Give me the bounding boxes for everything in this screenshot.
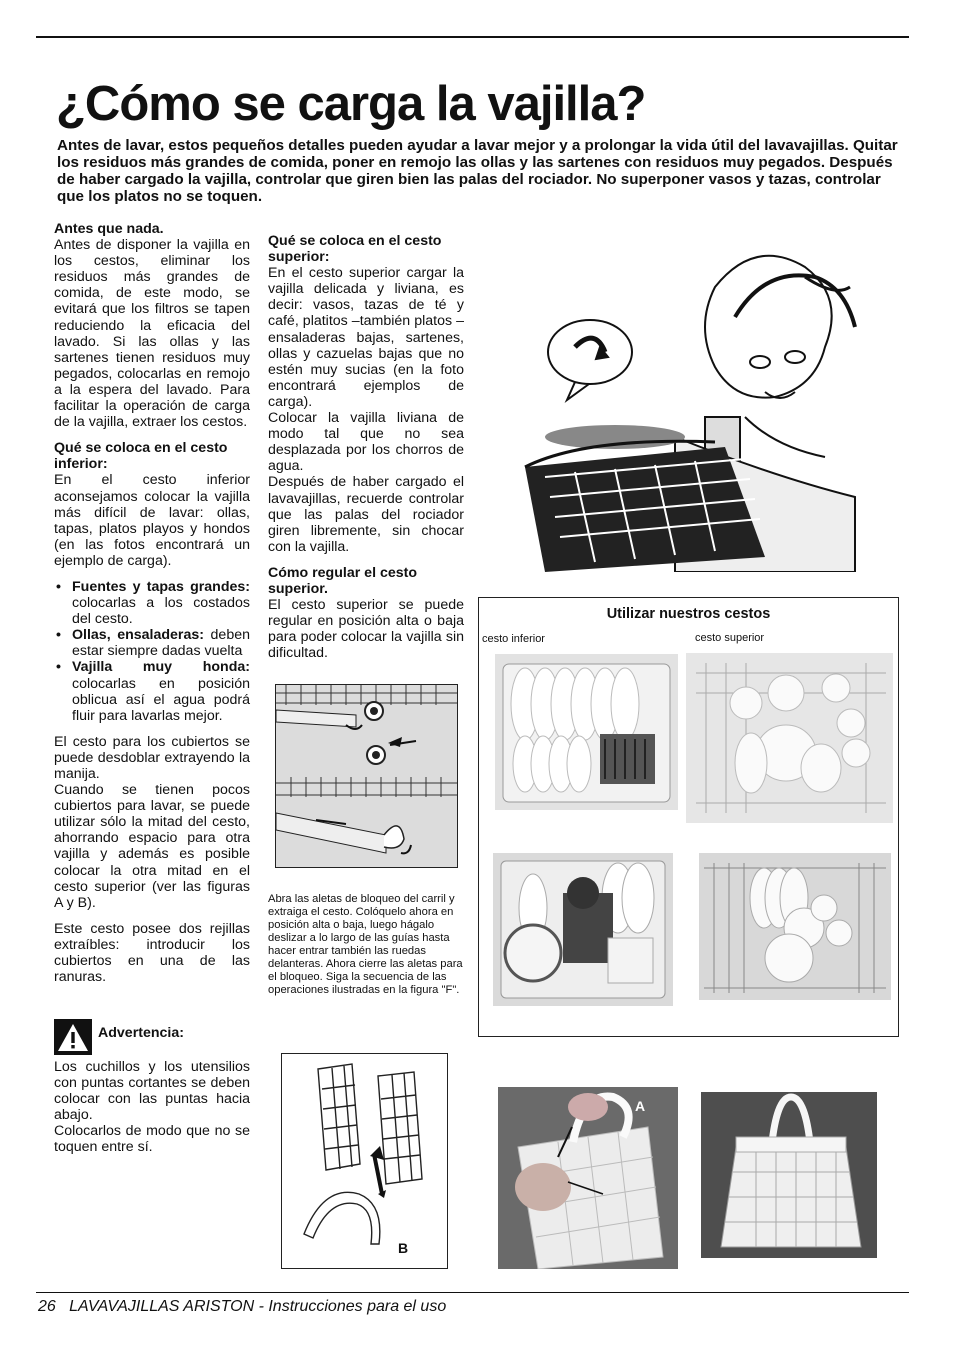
photo-upper-basket-1 — [686, 653, 893, 823]
column-left — [54, 221, 250, 985]
photo-upper-basket-2 — [699, 853, 891, 1000]
paragraph: Antes de disponer la vajilla en los cestos, eliminar los residuos más grandes de comida, de este modo, se evitará que los filtros se tapen reduciendo la eficacia del lavado. Si las ollas y las sartenes tienen residuos muy pegados, colocarlas en remojo a la espera del lavado. Para facilitar la operación de carga de la vajilla, extraer los cestos. — [54, 237, 250, 431]
heading-regular-cesto: Cómo regular el cesto superior. — [268, 564, 418, 597]
paragraph: Después de haber cargado el lavavajillas, recuerde controlar que las palas del rociador giren libremente, sin chocar con la vajilla. — [268, 474, 464, 555]
list-item: • Fuentes y tapas grandes: colocarlas a los costados del cesto. — [54, 579, 250, 627]
warning-text — [54, 1059, 250, 1156]
figure-label-b: B — [398, 1240, 409, 1256]
dishwasher-illustration — [505, 247, 865, 572]
rail-diagram — [275, 684, 458, 868]
label-cesto-inferior: cesto inferior — [482, 633, 545, 645]
warning-icon — [54, 1019, 92, 1055]
warning-title: Advertencia: — [98, 1025, 184, 1041]
column-middle — [268, 233, 464, 661]
list-item: • Ollas, ensaladeras: deben estar siempre dadas vuelta — [54, 627, 250, 659]
photo-lower-basket-1 — [495, 654, 678, 810]
top-rule — [36, 36, 909, 38]
paragraph: En el cesto superior cargar la vajilla delicada y liviana, es decir: vasos, tazas de té y café, platitos –también platos –ensaladeras bajas, sartenes, ollas y cazuelas bajas que no estén muy sucias (en la foto encontrará ejemplos de carga). — [268, 265, 464, 410]
page-title: ¿Cómo se carga la vajilla? — [56, 77, 646, 131]
paragraph: Cuando se tienen pocos cubiertos para lavar, se puede utilizar sólo la mitad del cesto, ahorrando espacio para otra vajilla y además es posible colocar la otra mitad en el cesto superior (ver las figuras A y B). — [54, 782, 250, 911]
list-item: • Vajilla muy honda: colocarlas en posición oblicua así el agua podrá fluir para lavarlas mejor. — [54, 659, 250, 723]
footer-text: LAVAVAJILLAS ARISTON - Instrucciones para el uso — [69, 1298, 447, 1315]
heading-cesto-superior: Qué se coloca en el cesto superior: — [268, 233, 442, 266]
intro-paragraph: Antes de lavar, estos pequeños detalles pueden ayudar a lavar mejor y a prolongar la vida útil del lavavajillas. Quitar los residuos más grandes de comida, poner en remojo las ollas y las sartenes con residuos muy pegados. Después de haber cargado la vajilla, controlar que giren bien las palas del rociador. No superponer vasos y tazas, controlar que los platos no se toquen. — [57, 137, 898, 205]
baskets-title: Utilizar nuestros cestos — [606, 606, 771, 622]
baskets-box — [478, 597, 899, 1037]
heading-cesto-inferior: Qué se coloca en el cesto inferior: — [54, 440, 228, 473]
paragraph: Este cesto posee dos rejillas extraíbles: introducir los cubiertos en una de las ranuras. — [54, 920, 250, 986]
bottom-rule — [36, 1292, 909, 1293]
paragraph: Los cuchillos y los utensilios con puntas cortantes se deben colocar con las puntas hacia abajo. — [54, 1059, 250, 1124]
cutlery-basket-diagram — [281, 1053, 448, 1269]
bullet-list — [54, 579, 250, 724]
paragraph: Colocarlos de modo que no se toquen entre sí. — [54, 1123, 250, 1156]
paragraph: El cesto para los cubiertos se puede desdoblar extrayendo la manija. — [54, 733, 250, 782]
photo-cutlery-basket-a — [498, 1087, 678, 1269]
photo-lower-basket-2 — [493, 853, 673, 1006]
page-number: 26 — [38, 1298, 56, 1315]
figure-label-a: A — [635, 1098, 646, 1114]
paragraph: En el cesto inferior aconsejamos colocar la vajilla más difícil de lavar: ollas, tapas, platos playos y hondos (en las fotos encontrará un ejemplo de carga). — [54, 472, 250, 569]
photo-cutlery-basket — [701, 1092, 877, 1258]
rail-caption: Abra las aletas de bloqueo del carril y extraiga el cesto. Colóquelo ahora en posición alta o baja, luego hágalo deslizar a lo largo de las guías hasta hacer entrar también las ruedas delanteras. Ahora cierre las aletas para el bloqueo. Siga la secuencia de las operaciones ilustradas en la figura "F". — [268, 893, 463, 996]
paragraph: Colocar la vajilla liviana de modo tal que no sea desplazada por los chorros de agua. — [268, 410, 464, 475]
label-cesto-superior: cesto superior — [695, 632, 765, 644]
paragraph: El cesto superior se puede regular en posición alta o baja para poder colocar la vajilla sin dificultad. — [268, 597, 464, 662]
heading-antes-que-nada: Antes que nada. — [54, 221, 164, 237]
footer — [38, 1298, 446, 1316]
